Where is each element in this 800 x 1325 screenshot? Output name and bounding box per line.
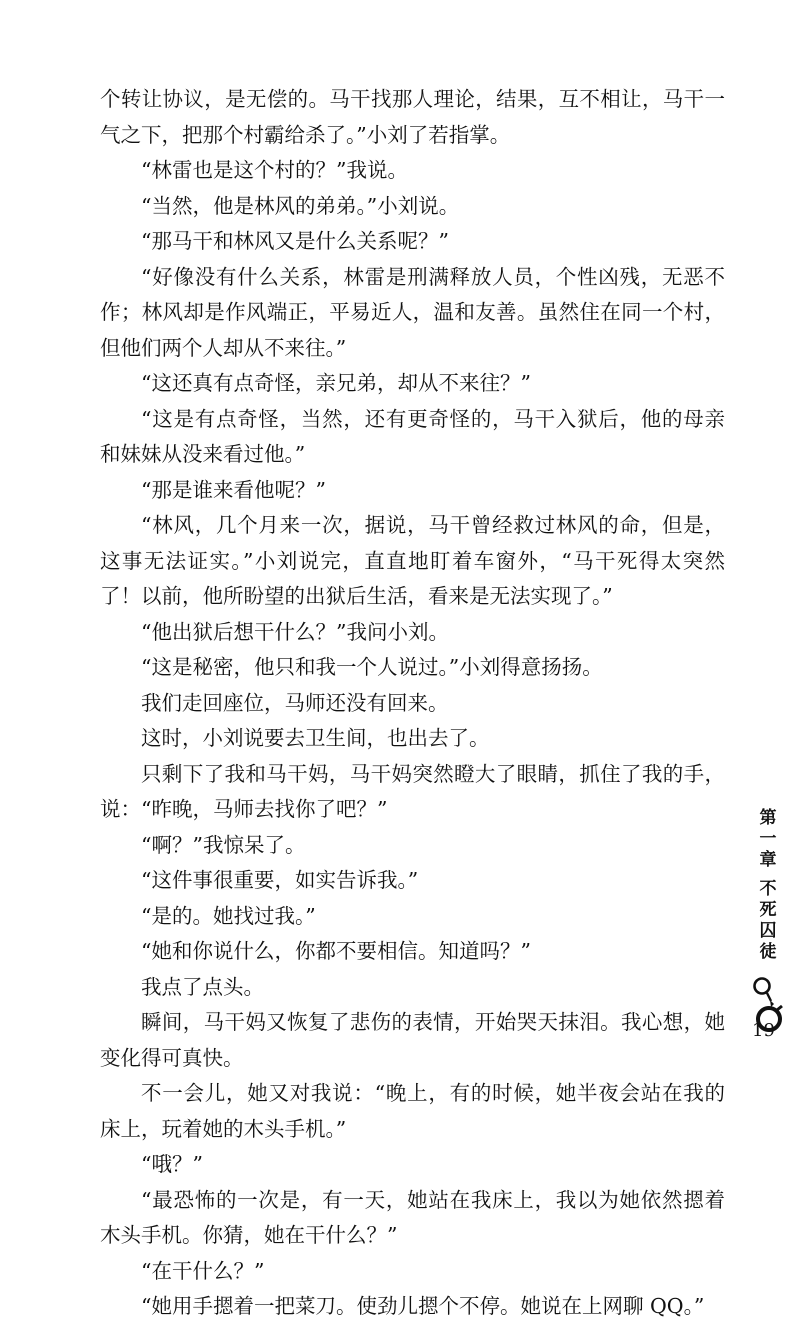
paragraph: “那是谁来看他呢？” xyxy=(141,477,326,502)
paragraph: “这件事很重要，如实告诉我。” xyxy=(141,868,419,892)
paragraph: “林雷也是这个村的？”我说。 xyxy=(141,158,408,182)
paragraph: “哦？” xyxy=(141,1152,203,1176)
paragraph: “她用手摁着一把菜刀。使劲儿摁个不停。她说在上网聊 QQ。” xyxy=(141,1294,705,1318)
paragraph: 不一会儿，她又对我说：“晚上，有的时候，她半夜会站在我的床上，玩着她的木头手机。” xyxy=(100,1081,725,1141)
chapter-title-char: 不 xyxy=(759,879,777,899)
paragraph: 只剩下了我和马干妈，马干妈突然瞪大了眼睛，抓住了我的手，说：“昨晚，马师去找你了吧？” xyxy=(100,761,725,821)
paragraph: “她和你说什么，你都不要相信。知道吗？” xyxy=(141,939,531,963)
paragraph: “啊？”我惊呆了。 xyxy=(141,832,306,857)
chapter-label-char: 章 xyxy=(759,850,777,870)
paragraph: “林风，几个月来一次，据说，马干曾经救过林风的命，但是，这事无法证实。”小刘说完，直直地盯着车窗外，“马干死得太突然了！以前，他所盼望的出狱后生活，看来是无法实现了。” xyxy=(100,513,725,608)
paragraph: “他出狱后想干什么？”我问小刘。 xyxy=(141,619,449,644)
paragraph: “当然，他是林风的弟弟。”小刘说。 xyxy=(141,193,460,218)
chapter-label-char: 第 xyxy=(759,808,777,828)
chapter-title-char: 死 xyxy=(759,900,777,920)
chapter-title-char: 囚 xyxy=(759,921,777,941)
paragraph: 我们走回座位，马师还没有回来。 xyxy=(141,690,449,715)
chapter-title-char: 徒 xyxy=(759,942,777,962)
paragraph: 我点了点头。 xyxy=(141,974,264,999)
paragraph: “这是秘密，他只和我一个人说过。”小刘得意扬扬。 xyxy=(141,655,603,679)
chapter-side-tab xyxy=(754,808,782,1035)
paragraph: 个转让协议，是无偿的。马干找那人理论，结果，互不相让，马干一气之下，把那个村霸给杀了。”小刘了若指掌。 xyxy=(100,87,725,147)
paragraph: 瞬间，马干妈又恢复了悲伤的表情，开始哭天抹泪。我心想，她变化得可真快。 xyxy=(100,1010,725,1070)
paragraph: “这是有点奇怪，当然，还有更奇怪的，马干入狱后，他的母亲和妹妹从没来看过他。” xyxy=(100,406,725,466)
paragraph: “那马干和林风又是什么关系呢？” xyxy=(141,229,449,253)
paragraph: “这还真有点奇怪，亲兄弟，却从不来往？” xyxy=(141,371,531,395)
paragraph: “在干什么？” xyxy=(141,1258,265,1283)
paragraph: “最恐怖的一次是，有一天，她站在我床上，我以为她依然摁着木头手机。你猜，她在干什么？” xyxy=(100,1187,725,1247)
paragraph: “是的。她找过我。” xyxy=(141,903,316,928)
paragraph: 这时，小刘说要去卫生间，也出去了。 xyxy=(141,726,490,750)
body-text xyxy=(100,82,725,1325)
page-number: 19 xyxy=(752,1020,775,1041)
paragraph: “好像没有什么关系，林雷是刑满释放人员，个性凶残，无恶不作；林风却是作风端正，平易近人，温和友善。虽然住在同一个村，但他们两个人却从不来往。” xyxy=(100,264,725,360)
chapter-label-char: 一 xyxy=(759,829,777,849)
